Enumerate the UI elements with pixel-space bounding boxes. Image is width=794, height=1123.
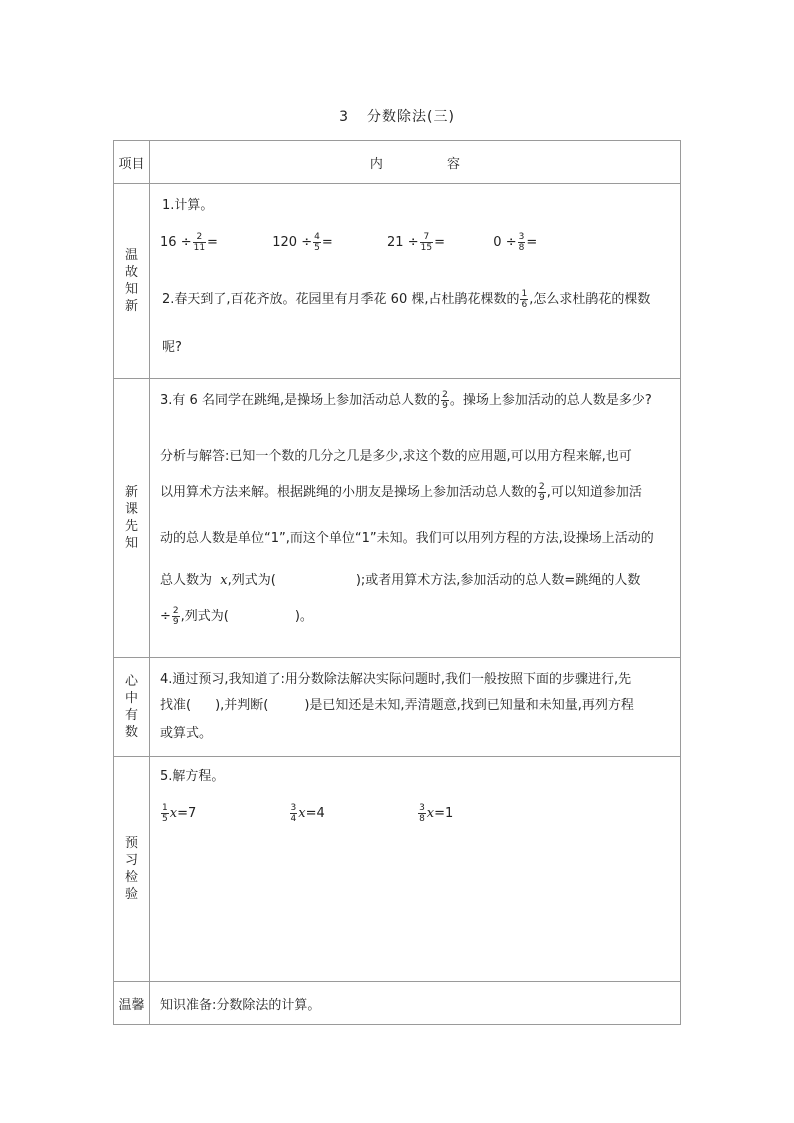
review-row bbox=[114, 184, 681, 379]
header-row bbox=[114, 141, 681, 184]
review-content bbox=[150, 184, 681, 379]
mind-content bbox=[150, 658, 681, 757]
q4-line3: 或算式。 bbox=[160, 726, 213, 741]
calc-item: 120 ÷ $\frac{4}{5}$ = bbox=[272, 232, 333, 253]
calc-item: 21 ÷ $\frac{7}{15}$ = bbox=[387, 232, 445, 253]
mind-row bbox=[114, 658, 681, 757]
review-label: 温故知新 bbox=[124, 248, 138, 314]
tip-label-cell bbox=[114, 982, 150, 1025]
calc-item: 16 ÷ $\frac{2}{11}$ = bbox=[160, 232, 218, 253]
lesson-number: 3 bbox=[339, 109, 349, 125]
q1-title: 1.计算。 bbox=[162, 198, 214, 213]
lesson-title: 分数除法(三) bbox=[366, 109, 455, 125]
analysis-line1: 分析与解答:已知一个数的几分之几是多少,求这个数的应用题,可以用方程来解,也可 bbox=[160, 449, 632, 464]
page-title bbox=[0, 106, 794, 126]
tip-label: 温馨 bbox=[118, 997, 145, 1013]
header-item-label: 项目 bbox=[118, 156, 145, 172]
check-label: 预习检验 bbox=[124, 836, 138, 902]
q2-line2: 呢? bbox=[162, 340, 182, 355]
new-content bbox=[150, 379, 681, 658]
q3-line: 3.有 6 名同学在跳绳,是操场上参加活动总人数的 $\frac{2}{9}$ 。操场上参加活动的总人数是多少? bbox=[160, 390, 652, 411]
equation: $\frac{3}{4}$ x=4 bbox=[290, 803, 325, 824]
q5-title: 5.解方程。 bbox=[160, 769, 225, 784]
q4-line1: 4.通过预习,我知道了:用分数除法解决实际问题时,我们一般按照下面的步骤进行,先 bbox=[160, 672, 632, 687]
new-label-cell bbox=[114, 379, 150, 658]
new-label: 新课先知 bbox=[124, 485, 138, 551]
analysis-line2: 以用算术方法来解。根据跳绳的小朋友是操场上参加活动总人数的 $\frac{2}{9}$ ,可以知道参加活 bbox=[160, 482, 642, 503]
q2-line1: 2.春天到了,百花齐放。花园里有月季花 60 棵,占杜鹃花棵数的 $\frac{1}{6}$ ,怎么求杜鹃花的棵数 bbox=[162, 289, 651, 310]
tip-text: 知识准备:分数除法的计算。 bbox=[160, 997, 321, 1013]
check-row bbox=[114, 757, 681, 982]
equation: $\frac{3}{8}$ x=1 bbox=[419, 803, 454, 824]
header-content-label: 内 容 bbox=[369, 156, 491, 172]
tip-content bbox=[150, 982, 681, 1025]
check-content bbox=[150, 757, 681, 982]
check-label-cell bbox=[114, 757, 150, 982]
analysis-line3: 动的总人数是单位“1”,而这个单位“1”未知。我们可以用列方程的方法,设操场上活动的 bbox=[160, 531, 654, 546]
tip-row bbox=[114, 982, 681, 1025]
q4-line2: 找准( ),并判断( )是已知还是未知,弄清题意,找到已知量和未知量,再列方程 bbox=[160, 698, 634, 713]
calc-row bbox=[160, 232, 537, 253]
equation-row bbox=[160, 803, 453, 824]
analysis-line5: ÷ $\frac{2}{9}$ ,列式为( )。 bbox=[160, 606, 313, 627]
header-item-cell bbox=[114, 141, 150, 184]
header-content-cell bbox=[150, 141, 681, 184]
worksheet-table bbox=[113, 140, 681, 1025]
analysis-line4: 总人数为 x,列式为( );或者用算术方法,参加活动的总人数=跳绳的人数 bbox=[160, 573, 641, 588]
new-lesson-row bbox=[114, 379, 681, 658]
calc-item: 0 ÷ $\frac{3}{8}$ = bbox=[493, 232, 538, 253]
equation: $\frac{1}{5}$ x=7 bbox=[162, 803, 197, 824]
mind-label: 心中有数 bbox=[124, 674, 138, 740]
mind-label-cell bbox=[114, 658, 150, 757]
review-label-cell bbox=[114, 184, 150, 379]
